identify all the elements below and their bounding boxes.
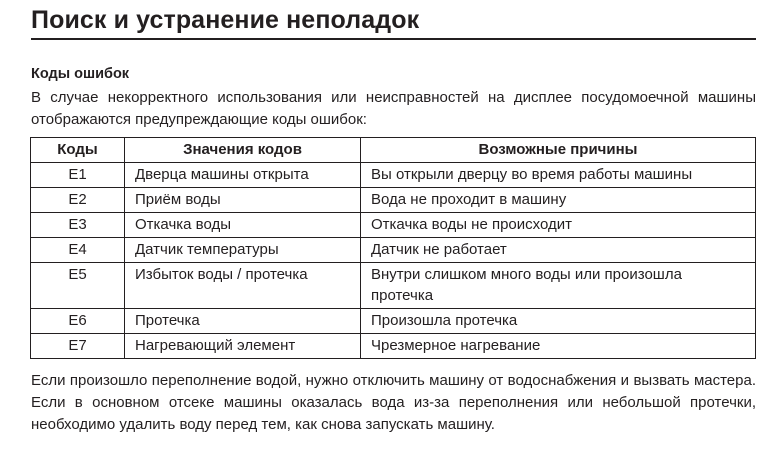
header-meanings: Значения кодов xyxy=(125,138,361,163)
code-meaning: Приём воды xyxy=(125,188,361,213)
table-row xyxy=(31,334,756,359)
error-code: E5 xyxy=(31,263,125,309)
code-meaning: Нагревающий элемент xyxy=(125,334,361,359)
header-causes: Возможные причины xyxy=(361,138,756,163)
table-row xyxy=(31,188,756,213)
error-code: E4 xyxy=(31,238,125,263)
table-row xyxy=(31,238,756,263)
code-meaning: Протечка xyxy=(125,309,361,334)
possible-cause: Вода не проходит в машину xyxy=(361,188,756,213)
title-underline xyxy=(31,38,756,40)
header-codes: Коды xyxy=(31,138,125,163)
table-row xyxy=(31,309,756,334)
possible-cause: Произошла протечка xyxy=(361,309,756,334)
table-row xyxy=(31,263,756,309)
error-code: E2 xyxy=(31,188,125,213)
possible-cause: Внутри слишком много воды или произошла протечка xyxy=(361,263,756,309)
page-title: Поиск и устранение неполадок xyxy=(31,6,420,34)
possible-cause: Датчик не работает xyxy=(361,238,756,263)
closing-paragraph: Если произошло переполнение водой, нужно отключить машину от водоснабжения и вызвать мастера. Если в основном отсеке машины оказалась вода из-за переполнения или небольшой протечки, необходимо удалить воду перед тем, как снова запускать машину. xyxy=(31,372,756,433)
code-meaning: Дверца машины открыта xyxy=(125,163,361,188)
error-code: E3 xyxy=(31,213,125,238)
section-heading: Коды ошибок xyxy=(31,66,130,82)
possible-cause: Откачка воды не происходит xyxy=(361,213,756,238)
error-code: E6 xyxy=(31,309,125,334)
table-header-row xyxy=(31,138,756,163)
code-meaning: Откачка воды xyxy=(125,213,361,238)
code-meaning: Датчик температуры xyxy=(125,238,361,263)
possible-cause: Чрезмерное нагревание xyxy=(361,334,756,359)
intro-paragraph: В случае некорректного использования или неисправностей на дисплее посудомоечной машины отображаются предупреждающие коды ошибок: xyxy=(31,89,756,128)
possible-cause: Вы открыли дверцу во время работы машины xyxy=(361,163,756,188)
table-row xyxy=(31,213,756,238)
code-meaning: Избыток воды / протечка xyxy=(125,263,361,309)
error-codes-table xyxy=(30,137,756,359)
error-code: E7 xyxy=(31,334,125,359)
error-code: E1 xyxy=(31,163,125,188)
table-row xyxy=(31,163,756,188)
